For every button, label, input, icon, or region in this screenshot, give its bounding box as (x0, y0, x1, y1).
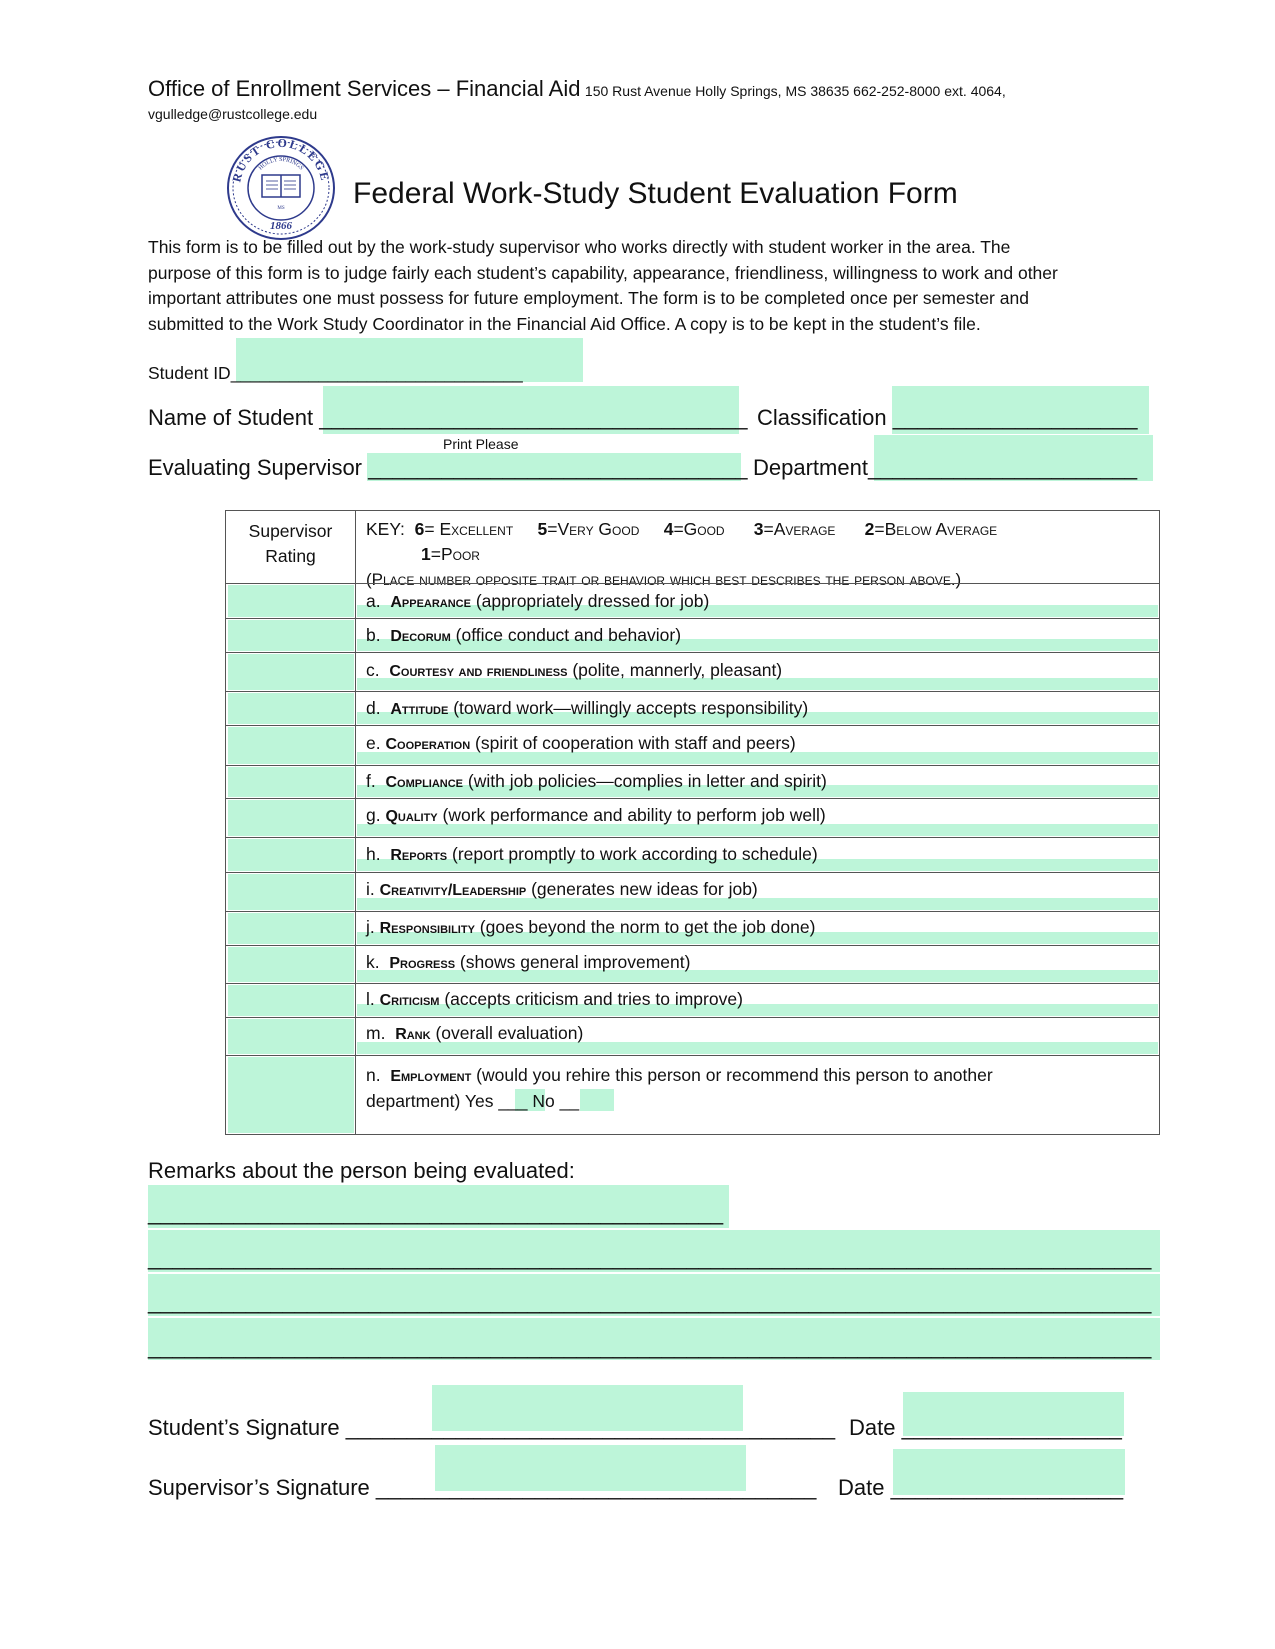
trait-letter: j. (366, 917, 375, 937)
seal-year: 1866 (270, 220, 292, 232)
trait-letter: a. (366, 591, 381, 611)
key-prefix: KEY: (366, 519, 405, 539)
key-text: =Poor (430, 544, 480, 564)
trait-desc: (polite, mannerly, pleasant) (572, 660, 783, 680)
rating-header-line2: Rating (265, 546, 316, 566)
trait-row (366, 733, 796, 754)
supervisor-date-row (838, 1475, 1123, 1501)
supervisor-row (148, 455, 747, 481)
row-divider (226, 945, 1159, 946)
rating-header-line1: Supervisor (248, 521, 333, 541)
student-name-row (148, 405, 747, 431)
trait-letter: m. (366, 1023, 386, 1043)
rating-header (226, 519, 355, 569)
seal-state: MS (277, 206, 285, 211)
employment-yes-blank: ___ (498, 1091, 528, 1111)
office-header (148, 76, 1006, 102)
table-column-divider (355, 511, 356, 1134)
rating-input-reports[interactable] (228, 839, 354, 871)
department-row (753, 455, 1137, 481)
student-id-row (148, 363, 523, 384)
key-instruction: (Place number opposite trait or behavior which best describes the person above.) (366, 570, 962, 589)
supervisor-label: Evaluating Supervisor (148, 455, 363, 480)
trait-name: Creativity/Leadership (379, 882, 527, 899)
trait-desc: (work performance and ability to perform job well) (437, 805, 826, 825)
trait-name: Employment (390, 1068, 472, 1085)
intro-line: important attributes one must possess for future employment. The form is to be completed once per semester and (148, 288, 1029, 308)
trait-letter: f. (366, 771, 376, 791)
intro-line: purpose of this form is to judge fairly each student’s capability, appearance, friendliness, willingness to work and other (148, 262, 1058, 283)
student-date-label: Date (849, 1415, 896, 1440)
rating-input-attitude[interactable] (228, 693, 354, 724)
rating-input-employment[interactable] (228, 1057, 354, 1133)
trait-name: Reports (390, 847, 448, 864)
trait-desc: (would you rehire this person or recommend this person to another (476, 1065, 993, 1085)
remarks-underline-1: _______________________________________________ (148, 1200, 724, 1225)
classification-row (757, 405, 1137, 431)
classification-label: Classification (757, 405, 887, 430)
student-signature-underline: ________________________________________ (345, 1415, 836, 1440)
remarks-label: Remarks about the person being evaluated: (148, 1158, 575, 1183)
student-name-label: Name of Student (148, 405, 314, 430)
trait-letter: e. (366, 733, 381, 753)
trait-name: Compliance (385, 774, 464, 791)
supervisor-underline: _______________________________ (368, 455, 748, 480)
trait-desc: (goes beyond the norm to get the job done) (479, 917, 816, 937)
key-num: 6 (414, 519, 425, 539)
key-num: 2 (864, 519, 875, 539)
trait-name: Courtesy and friendliness (389, 663, 568, 680)
trait-name: Appearance (390, 594, 471, 611)
print-please-hint: Print Please (443, 436, 519, 452)
rating-input-compliance[interactable] (228, 767, 354, 797)
key-text: =Average (763, 519, 836, 539)
trait-letter: d. (366, 698, 381, 718)
seal-inner-text: HOLLY SPRINGS (257, 156, 305, 172)
trait-row (366, 844, 818, 865)
trait-desc: (spirit of cooperation with staff and peers) (475, 733, 796, 753)
trait-letter: c. (366, 660, 380, 680)
trait-name: Attitude (390, 701, 449, 718)
row-divider (226, 837, 1159, 838)
rating-key (366, 517, 997, 592)
college-seal-logo (226, 135, 336, 241)
employment-no-blank: __ (559, 1091, 580, 1111)
row-divider (226, 872, 1159, 873)
office-name: Office of Enrollment Services – Financial Aid (148, 76, 581, 101)
key-num: 1 (421, 544, 431, 564)
classification-underline: ____________________ (892, 405, 1138, 430)
trait-name: Responsibility (379, 920, 475, 937)
student-id-underline: ______________________________ (230, 363, 523, 383)
key-text: =Below Average (874, 519, 998, 539)
supervisor-signature-row (148, 1475, 816, 1501)
row-divider (226, 798, 1159, 799)
row-divider (226, 691, 1159, 692)
trait-row (366, 660, 782, 681)
remarks-underline-2: __________________________________________________________________________________ (148, 1245, 1152, 1270)
rating-input-quality[interactable] (228, 800, 354, 836)
student-signature-row (148, 1415, 835, 1441)
rating-input-courtesy[interactable] (228, 654, 354, 690)
row-divider (226, 983, 1159, 984)
evaluation-table (225, 510, 1160, 1135)
rating-input-creativity[interactable] (228, 874, 354, 910)
key-text: = Excellent (424, 519, 514, 539)
student-date-row (849, 1415, 1122, 1441)
rating-input-appearance[interactable] (228, 585, 354, 617)
page-title: Federal Work-Study Student Evaluation Form (353, 177, 958, 210)
trait-row (366, 805, 826, 826)
rating-input-progress[interactable] (228, 947, 354, 982)
trait-desc: (generates new ideas for job) (531, 879, 758, 899)
employment-yes-label: department) Yes (366, 1091, 494, 1111)
student-signature-label: Student’s Signature (148, 1415, 340, 1440)
trait-desc: (report promptly to work according to schedule) (452, 844, 818, 864)
rating-input-cooperation[interactable] (228, 727, 354, 764)
trait-name: Cooperation (385, 736, 471, 753)
trait-desc: (toward work—willingly accepts responsibility) (453, 698, 809, 718)
key-text: =Good (673, 519, 725, 539)
row-divider (226, 652, 1159, 653)
row-divider (226, 765, 1159, 766)
trait-desc: (with job policies—complies in letter and spirit) (467, 771, 827, 791)
row-divider (226, 1055, 1159, 1056)
key-num: 5 (537, 519, 548, 539)
trait-letter: n. (366, 1065, 381, 1085)
supervisor-date-label: Date (838, 1475, 885, 1500)
office-email: vgulledge@rustcollege.edu (148, 106, 318, 122)
rating-input-responsibility[interactable] (228, 913, 354, 944)
supervisor-date-underline: ___________________ (890, 1475, 1124, 1500)
intro-paragraph (148, 235, 1158, 337)
key-num: 4 (663, 519, 674, 539)
row-divider (226, 583, 1159, 584)
remarks-underline-3: __________________________________________________________________________________ (148, 1289, 1152, 1314)
rating-input-decorum[interactable] (228, 620, 354, 651)
student-id-label: Student ID (148, 363, 231, 383)
trait-desc: (shows general improvement) (459, 952, 691, 972)
department-underline: ______________________ (867, 455, 1138, 480)
trait-name: Decorum (390, 628, 451, 645)
trait-row (366, 879, 758, 900)
trait-name: Criticism (379, 992, 440, 1009)
supervisor-signature-label: Supervisor’s Signature (148, 1475, 370, 1500)
intro-line: submitted to the Work Study Coordinator in the Financial Aid Office. A copy is to be kept in the student’s file. (148, 313, 981, 334)
rating-input-criticism[interactable] (228, 985, 354, 1016)
trait-row (366, 952, 690, 973)
key-text: =Very Good (547, 519, 640, 539)
trait-row (366, 917, 815, 938)
student-name-underline: ___________________________________ (319, 405, 748, 430)
trait-letter: g. (366, 805, 381, 825)
row-divider (226, 1017, 1159, 1018)
remarks-underline-4: __________________________________________________________________________________ (148, 1334, 1152, 1359)
student-date-underline: __________________ (901, 1415, 1122, 1440)
trait-desc: (office conduct and behavior) (455, 625, 682, 645)
trait-row (366, 625, 681, 646)
department-label: Department (753, 455, 868, 480)
trait-letter: k. (366, 952, 380, 972)
trait-letter: i. (366, 879, 375, 899)
row-divider (226, 911, 1159, 912)
intro-line: This form is to be filled out by the work-study supervisor who works directly with student worker in the area. The (148, 237, 1011, 257)
trait-name: Progress (389, 955, 456, 972)
trait-row (366, 698, 808, 719)
trait-desc: (appropriately dressed for job) (475, 591, 710, 611)
row-divider (226, 725, 1159, 726)
trait-letter: b. (366, 625, 381, 645)
trait-desc: (overall evaluation) (435, 1023, 584, 1043)
office-address: 150 Rust Avenue Holly Springs, MS 38635 662-252-8000 ext. 4064, (584, 83, 1006, 99)
trait-row (366, 989, 743, 1010)
trait-desc: (accepts criticism and tries to improve) (444, 989, 743, 1009)
seal-top-text: RUST COLLEGE (229, 135, 333, 184)
rating-input-rank[interactable] (228, 1019, 354, 1054)
trait-row (366, 591, 709, 612)
trait-row-employment (366, 1063, 993, 1114)
trait-name: Rank (395, 1026, 431, 1043)
row-divider (226, 618, 1159, 619)
trait-letter: h. (366, 844, 381, 864)
supervisor-signature-underline: ____________________________________ (375, 1475, 817, 1500)
trait-row (366, 1023, 583, 1044)
employment-no-label: No (532, 1091, 555, 1111)
trait-name: Quality (385, 808, 438, 825)
trait-row (366, 771, 827, 792)
trait-letter: l. (366, 989, 375, 1009)
key-num: 3 (753, 519, 764, 539)
